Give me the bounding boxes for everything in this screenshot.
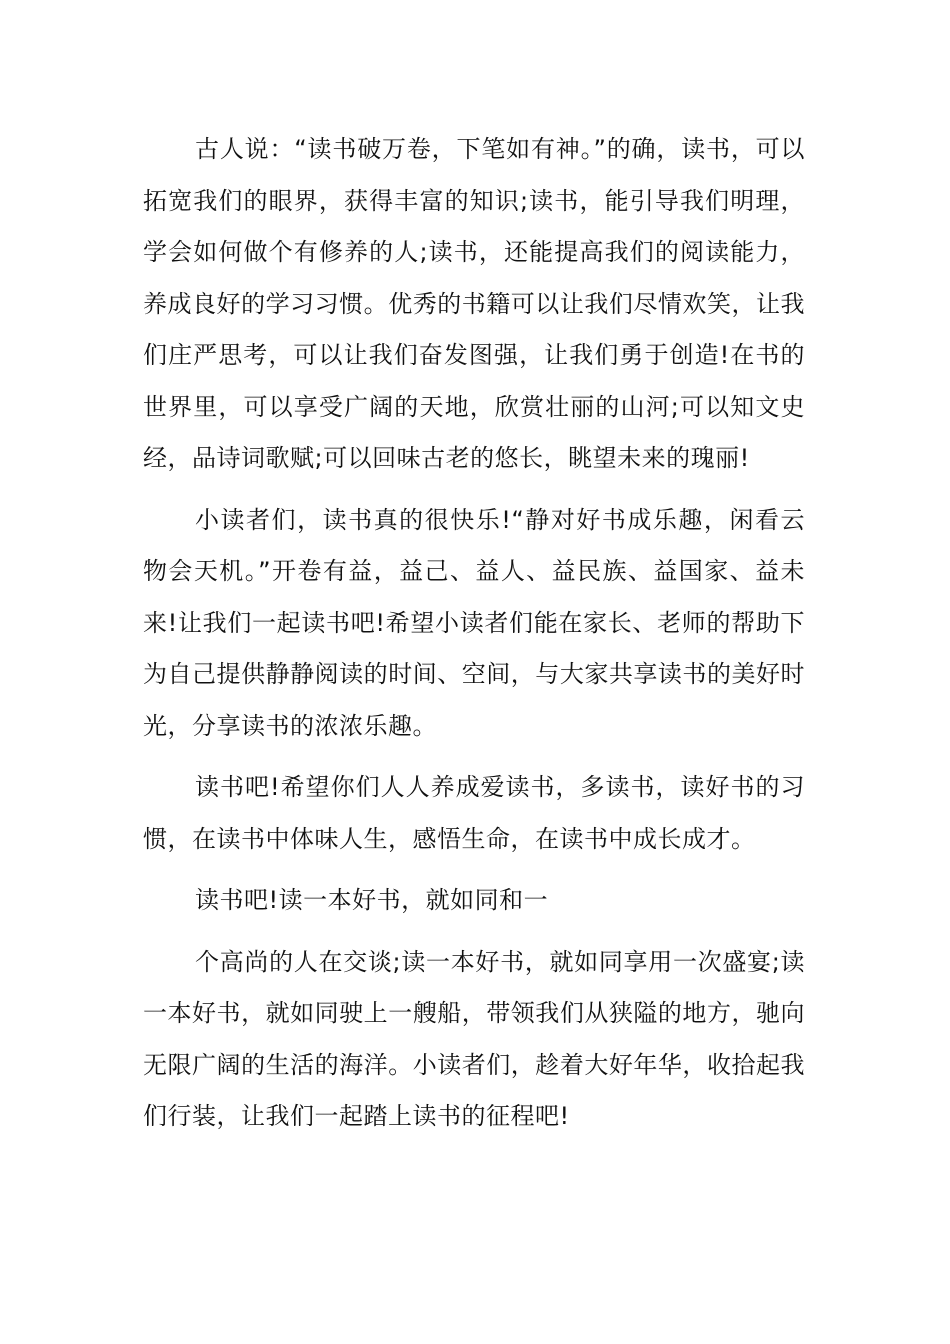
document-body — [143, 124, 805, 1153]
paragraph-1: 古人说：“读书破万卷，下笔如有神。”的确，读书，可以拓宽我们的眼界，获得丰富的知识;读书，能引导我们明理，学会如何做个有修养的人;读书，还能提高我们的阅读能力，养成良好的学习习惯。优秀的书籍可以让我们尽情欢笑，让我们庄严思考，可以让我们奋发图强，让我们勇于创造!在书的世界里，可以享受广阔的天地，欣赏壮丽的山河;可以知文史经，品诗词歌赋;可以回味古老的悠长，眺望未来的瑰丽! — [143, 135, 805, 472]
paragraph-3: 读书吧!希望你们人人养成爱读书，多读书，读好书的习惯，在读书中体味人生，感悟生命，在读书中成长成才。 — [143, 773, 805, 853]
paragraph-5: 个高尚的人在交谈;读一本好书，就如同享用一次盛宴;读一本好书，就如同驶上一艘船，带领我们从狭隘的地方，驰向无限广阔的生活的海洋。小读者们，趁着大好年华，收拾起我们行装，让我们一起踏上读书的征程吧! — [143, 947, 805, 1130]
paragraph-4: 读书吧!读一本好书，就如同和一 — [195, 886, 549, 914]
paragraph-2: 小读者们，读书真的很快乐!“静对好书成乐趣，闲看云物会天机。”开卷有益，益己、益人、益民族、益国家、益未来!让我们一起读书吧!希望小读者们能在家长、老师的帮助下为自己提供静静阅读的时间、空间，与大家共享读书的美好时光，分享读书的浓浓乐趣。 — [143, 505, 805, 740]
